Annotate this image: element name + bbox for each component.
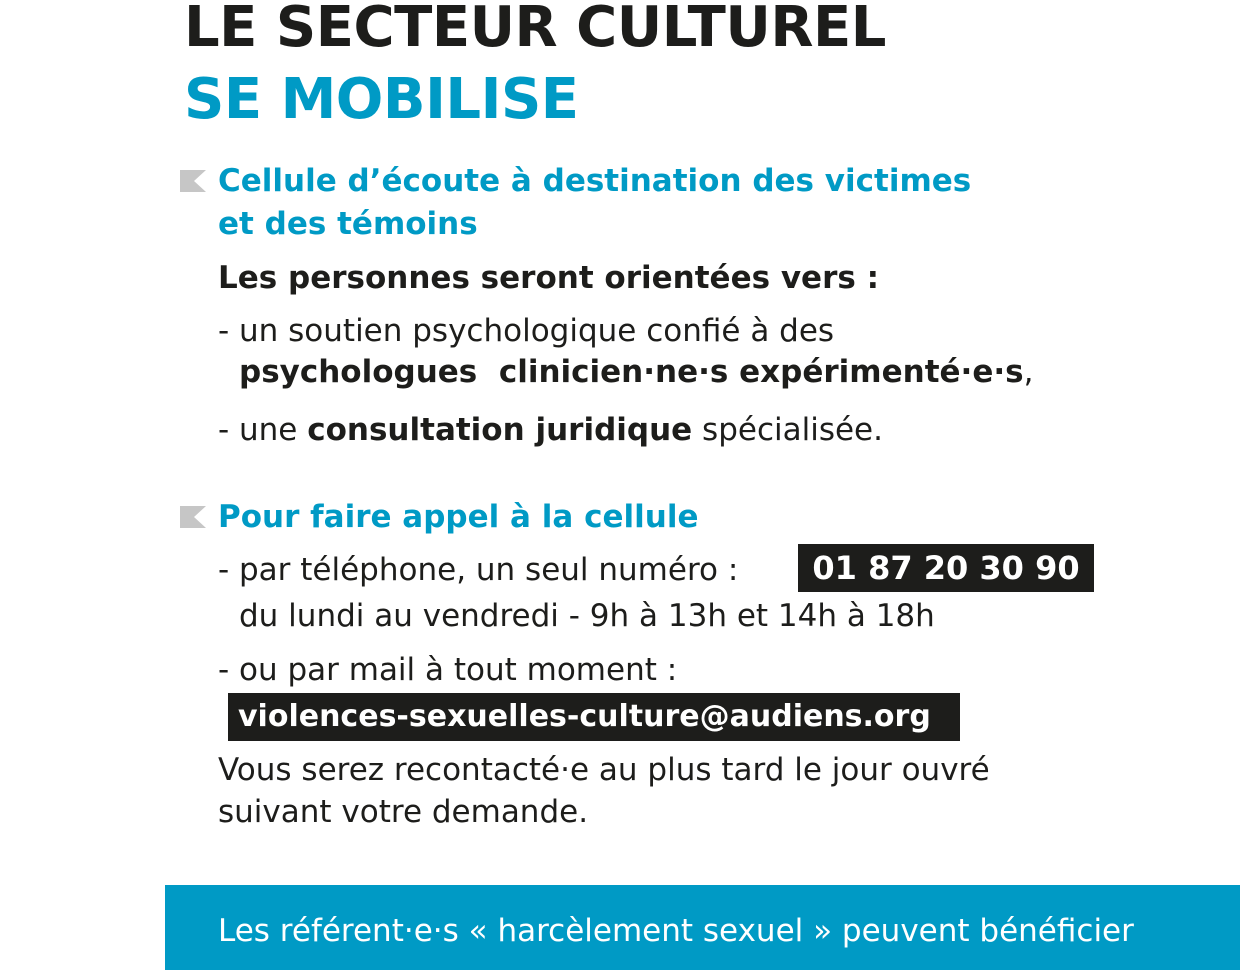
section-1-heading-line-1: Cellule d’écoute à destination des victimes <box>218 163 972 199</box>
phone-label: par téléphone, un seul numéro : <box>239 552 739 588</box>
section-1-intro: Les personnes seront orientées vers : <box>218 260 880 296</box>
item-1-bold: psychologues clinicien·ne·s expérimenté·e·s <box>239 354 1024 390</box>
note-line-2: suivant votre demande. <box>218 794 589 830</box>
section-marker-icon <box>180 506 206 528</box>
list-dash: - <box>218 552 230 588</box>
note-line-1: Vous serez recontacté·e au plus tard le jour ouvré <box>218 752 990 788</box>
mail-address-link[interactable]: violences-sexuelles-culture@audiens.org <box>228 693 960 741</box>
title-line-2: SE MOBILISE <box>184 67 579 132</box>
item-1-line-1: un soutien psychologique confié à des <box>239 313 835 349</box>
mail-label: ou par mail à tout moment : <box>239 652 678 688</box>
section-marker-icon <box>180 170 206 192</box>
bottom-info-band <box>165 885 1240 970</box>
section-1-heading-line-2: et des témoins <box>218 206 478 242</box>
item-2-line <box>239 410 883 450</box>
section-2-heading: Pour faire appel à la cellule <box>218 499 699 535</box>
list-dash: - <box>218 313 230 349</box>
list-dash: - <box>218 652 230 688</box>
item-1-comma: , <box>1023 354 1034 390</box>
item-1-line-2 <box>239 352 1033 392</box>
list-dash: - <box>218 412 230 448</box>
title-line-1: LE SECTEUR CULTUREL <box>184 0 886 60</box>
bottom-band-text: Les référent·e·s « harcèlement sexuel » peuvent bénéficier <box>218 913 1134 949</box>
phone-number[interactable]: 01 87 20 30 90 <box>798 544 1094 592</box>
item-2-before: une <box>239 412 308 448</box>
phone-hours: du lundi au vendredi - 9h à 13h et 14h à 18h <box>239 598 935 634</box>
item-2-after: spécialisée. <box>692 412 883 448</box>
item-2-bold: consultation juridique <box>307 412 693 448</box>
